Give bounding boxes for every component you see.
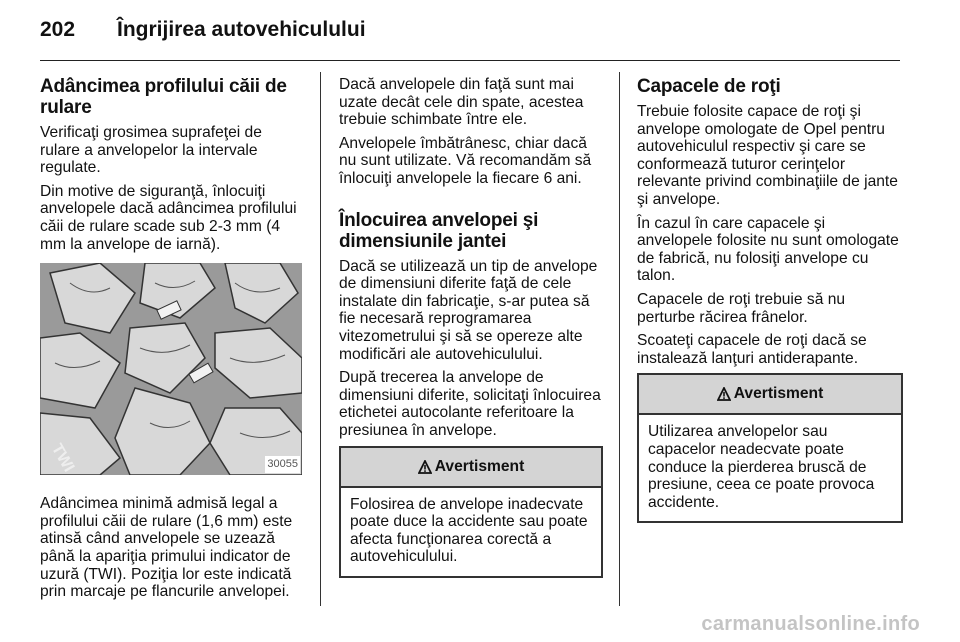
warning-triangle-icon — [717, 378, 731, 416]
section-heading-tire-replacement: Înlocuirea anvelopei şi dimensiunile jantei — [339, 209, 539, 252]
paragraph: În cazul în care capacele şi anvelopele folosite nu sunt omologate de fabrică, nu folosiţi anvelope cu talon. — [637, 214, 899, 285]
paragraph: Dacă anvelopele din faţă sunt mai uzate decât cele din spate, acestea trebuie schimbate între ele. — [339, 76, 584, 129]
paragraph: Scoateţi capacele de roţi dacă se instalează lanţuri antiderapante. — [637, 332, 867, 367]
column-divider-1 — [320, 72, 321, 606]
header-rule — [40, 60, 900, 61]
section-heading-tread-depth: Adâncimea profilului căii de rulare — [40, 76, 287, 118]
warning-box — [637, 373, 903, 523]
column-2 — [339, 76, 603, 578]
paragraph: După trecerea la anvelope de dimensiuni diferite, solicitaţi înlocuirea etichetei autocolante referitoare la presiunea în anvelope. — [339, 369, 601, 439]
paragraph: Dacă se utilizează un tip de anvelope de dimensiuni diferite faţă de cele instalate din fabricaţie, s-ar putea să fie necesară reprogramarea vitezometrului şi să se opereze alte modificări ale autovehiculului. — [339, 257, 598, 363]
tire-tread-illustration — [40, 263, 302, 475]
column-3 — [637, 76, 903, 523]
paragraph: Trebuie folosite capace de roţi şi anvelope omologate de Opel pentru autovehiculul respectiv şi care se conformează tuturor cerinţelor relevante privind combinaţiile de jante şi anvelope. — [637, 103, 898, 208]
warning-title: Avertisment — [434, 457, 525, 475]
warning-text: Utilizarea anvelopelor sau capacelor neadecvate poate conduce la pierderea bruscă de presiune, ceea ce poate provoca accidente. — [648, 423, 875, 511]
column-1 — [40, 76, 302, 607]
warning-title: Avertisment — [733, 385, 824, 403]
paragraph: Din motive de siguranţă, înlocuiţi anvelopele dacă adâncimea profilului căii de rulare scade sub 2-3 mm (4 mm la anvelope de iarnă). — [40, 182, 297, 253]
warning-triangle-icon — [418, 451, 432, 489]
paragraph: Adâncimea minimă admisă legal a profilului căii de rulare (1,6 mm) este atinsă când anvelopele se uzează până la apariţia primului indicator de uzură (TWI). Poziţia lor este indicată prin marcaje pe flancurile anvelopei. — [40, 495, 293, 601]
twi-label: TWI — [47, 441, 78, 476]
column-divider-2 — [619, 72, 620, 606]
page-number: 202 — [40, 18, 76, 41]
page-header — [40, 10, 920, 50]
watermark: carmanualsonline.info — [701, 613, 920, 635]
tire-tread-image — [40, 263, 302, 475]
paragraph: Anvelopele îmbătrânesc, chiar dacă nu sunt utilizate. Vă recomandăm să înlocuiţi anvelopele la fiecare 6 ani. — [339, 134, 592, 187]
page-title: Îngrijirea autovehiculului — [117, 18, 366, 41]
warning-text: Folosirea de anvelope inadecvate poate duce la accidente sau poate afecta funcţionarea corectă a autovehiculului. — [350, 495, 588, 566]
figure-code: 30055 — [265, 456, 300, 474]
paragraph: Verificaţi grosimea suprafeţei de rulare a anvelopelor la intervale regulate. — [40, 124, 262, 177]
warning-header — [639, 375, 901, 415]
warning-header — [341, 448, 601, 488]
paragraph: Capacele de roţi trebuie să nu perturbe răcirea frânelor. — [637, 290, 846, 326]
section-heading-wheel-covers: Capacele de roţi — [637, 76, 781, 97]
warning-box — [339, 446, 603, 578]
